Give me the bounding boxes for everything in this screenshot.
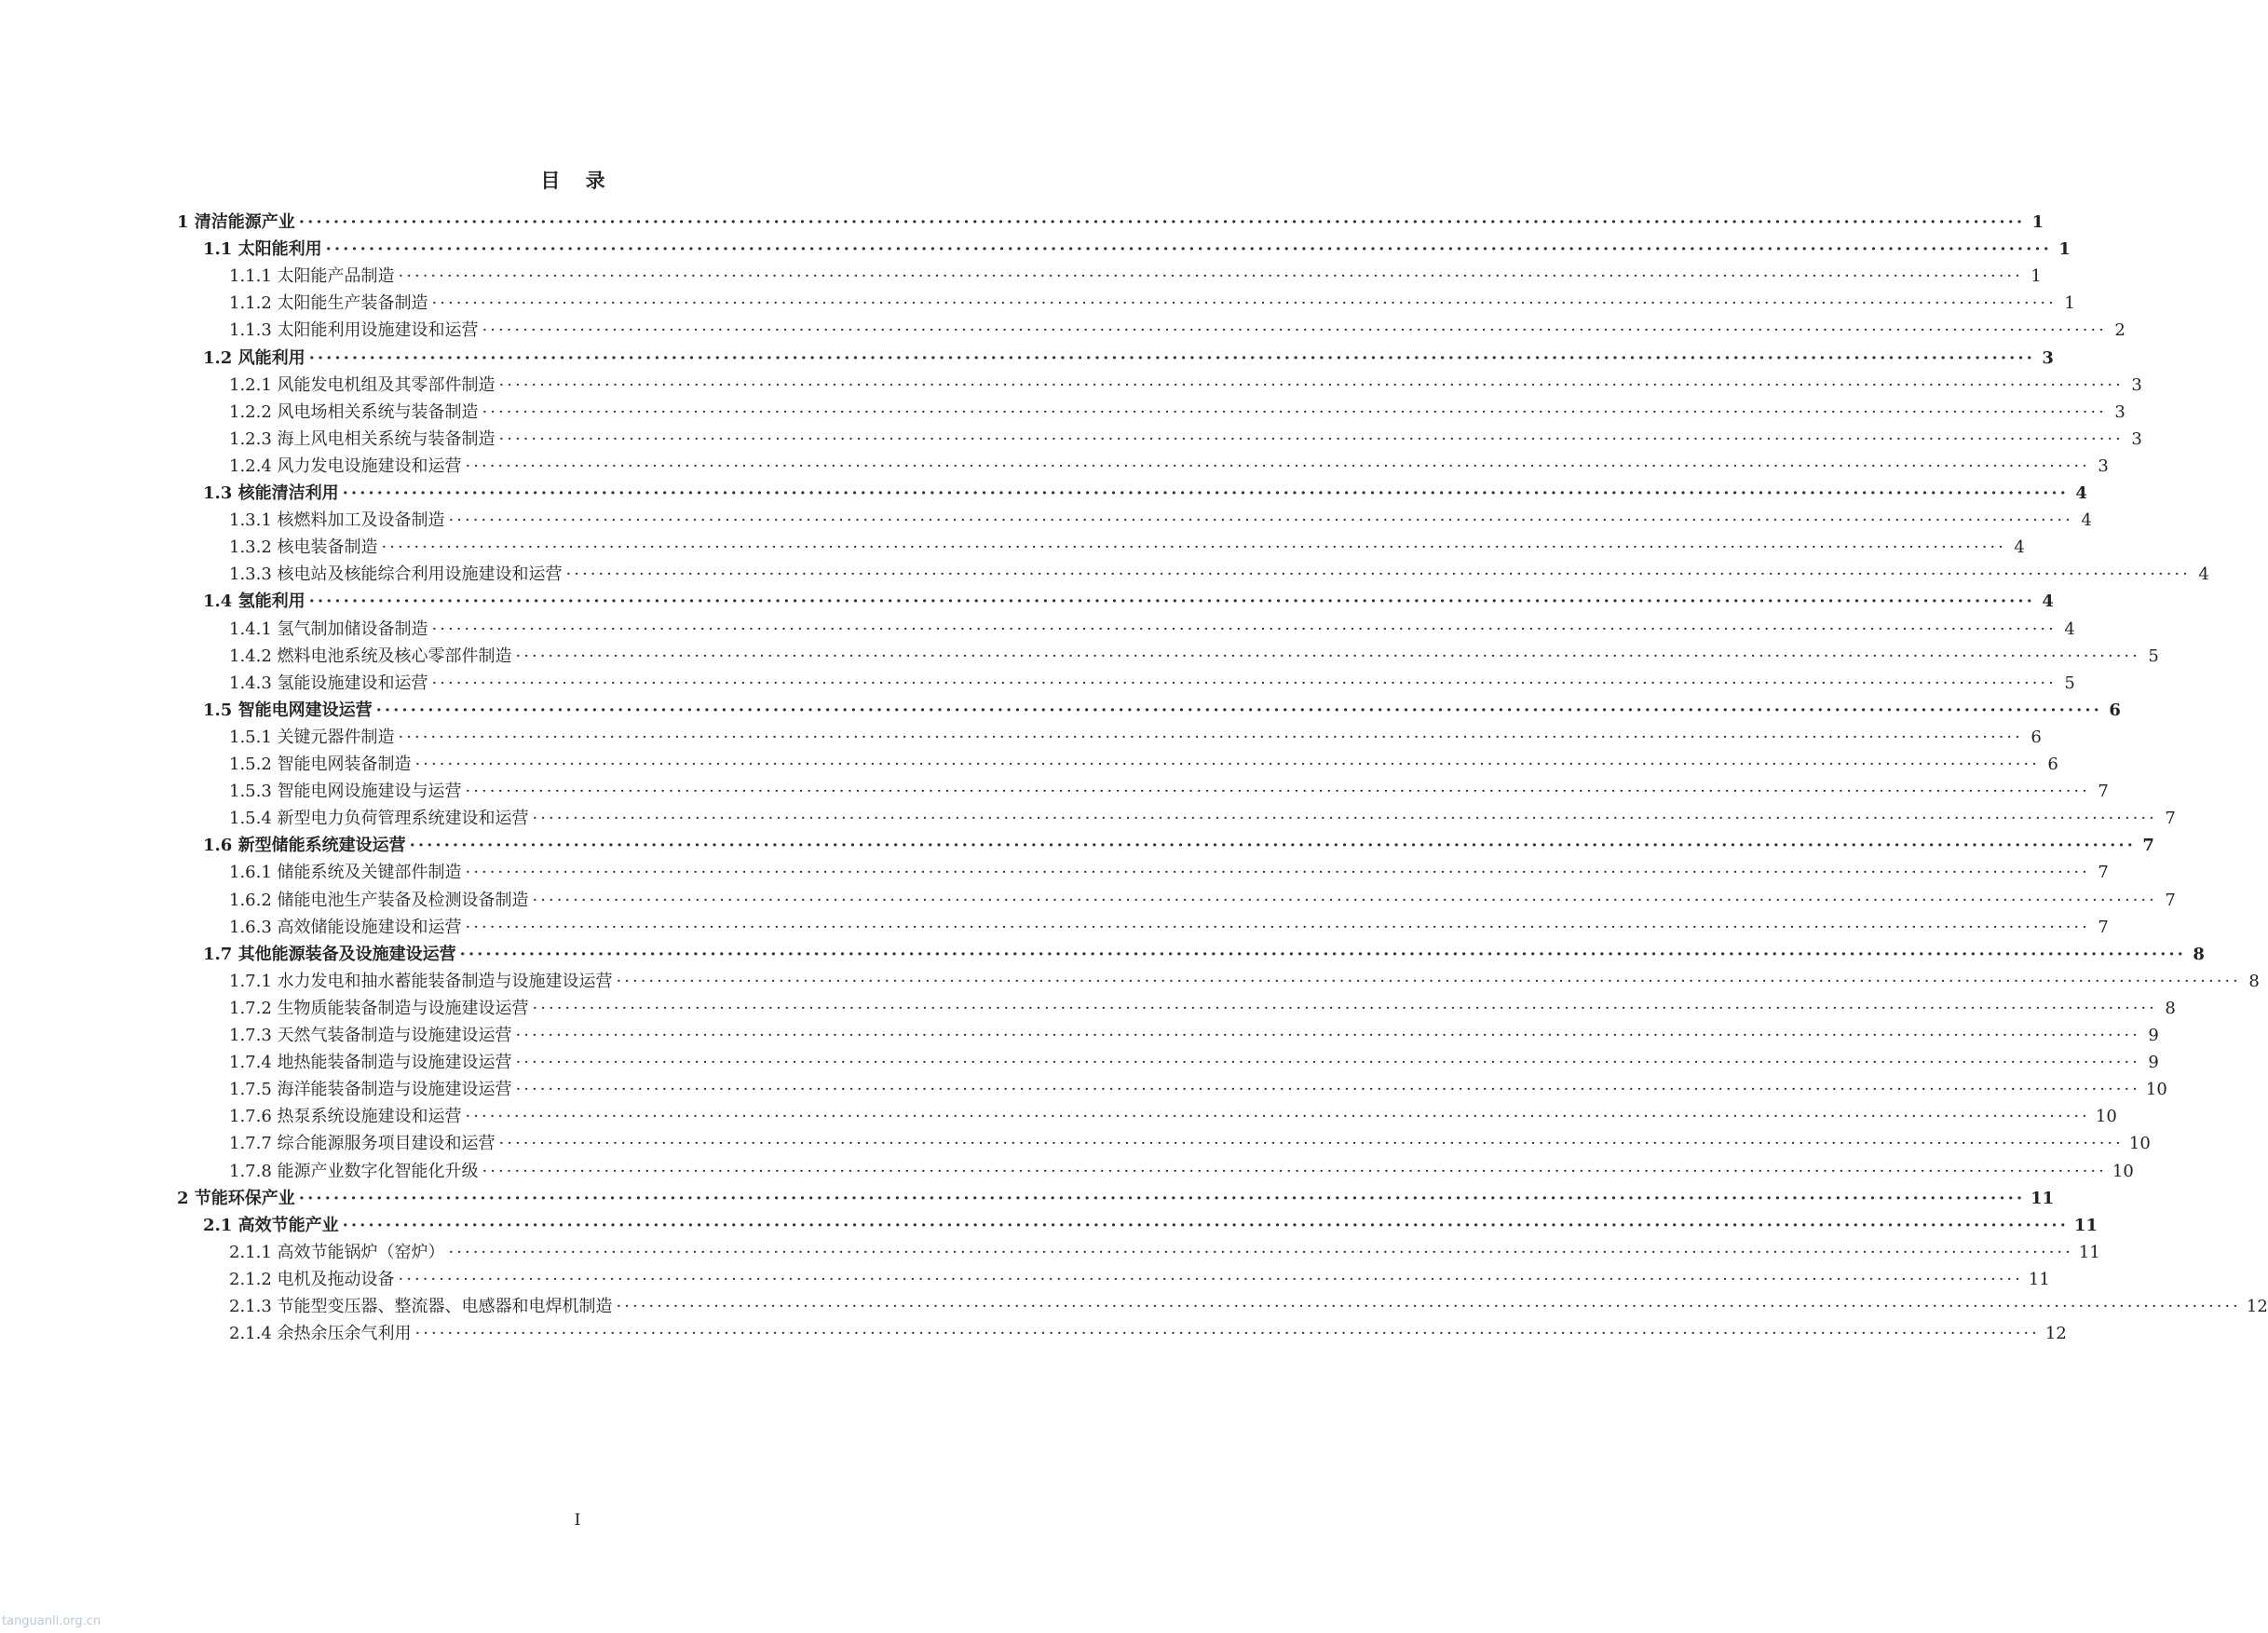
dot-leader: ········································································································································································································ — [465, 863, 2090, 883]
dot-leader: ········································································································································································································ — [308, 347, 2035, 368]
toc-entry-page: 7 — [2098, 863, 2109, 883]
dot-leader: ········································································································································································································ — [482, 1161, 2107, 1181]
toc-entry-page: 7 — [2142, 836, 2154, 856]
dot-leader: ········································································································································································································ — [498, 1134, 2124, 1154]
toc-entry-page: 7 — [2098, 917, 2109, 937]
toc-entry-label: 1.7.3 天然气装备制造与设施建设运营 — [229, 1026, 512, 1045]
dot-leader: ········································································································································································································ — [431, 293, 2057, 314]
toc-entry-page: 6 — [2030, 727, 2042, 747]
toc-entry-page: 3 — [2114, 401, 2125, 422]
dot-leader: ········································································································································································································ — [414, 1324, 2040, 1344]
toc-entry-label: 1.7 其他能源装备及设施建设运营 — [203, 944, 456, 964]
toc-entry-page: 1 — [2064, 293, 2075, 314]
dot-leader: ········································································································································································································ — [398, 266, 2023, 287]
toc-entry[interactable] — [177, 1185, 2055, 1213]
toc-entry[interactable] — [229, 859, 2109, 887]
toc-entry[interactable] — [229, 968, 2260, 996]
toc-entry-page: 11 — [2030, 1188, 2055, 1208]
toc-entry-page: 12 — [2246, 1297, 2268, 1316]
dot-leader: ········································································································································································································ — [465, 917, 2090, 937]
dot-leader: ········································································································································································································ — [298, 212, 2026, 232]
dot-leader: ········································································································································································································ — [532, 998, 2157, 1018]
toc-entry-label: 1.2.1 风能发电机组及其零部件制造 — [229, 374, 496, 395]
toc-entry-page: 4 — [2064, 619, 2075, 639]
toc-entry-label: 1.3.1 核燃料加工及设备制造 — [229, 510, 445, 531]
toc-entry[interactable] — [229, 995, 2176, 1023]
toc-entry[interactable] — [229, 805, 2176, 833]
toc-title: 目 录 — [540, 169, 615, 192]
toc-entry[interactable] — [177, 209, 2044, 237]
dot-leader: ········································································································································································································ — [398, 727, 2023, 747]
toc-entry-page: 6 — [2109, 700, 2121, 720]
toc-entry-label: 2.1.2 电机及拖动设备 — [229, 1269, 395, 1289]
toc-entry-label: 1.7.6 热泵系统设施建设和运营 — [229, 1107, 462, 1127]
toc-entry-label: 1.6 新型储能系统建设运营 — [203, 836, 406, 856]
dot-leader: ········································································································································································································ — [465, 1107, 2090, 1127]
toc-entry-label: 1.5 智能电网建设运营 — [203, 700, 373, 720]
toc-entry-page: 1 — [2030, 266, 2042, 287]
toc-entry-label: 1.3.3 核电站及核能综合利用设施建设和运营 — [229, 565, 563, 585]
dot-leader: ········································································································································································································ — [414, 755, 2040, 774]
toc-entry-label: 1.2.4 风力发电设施建设和运营 — [229, 456, 462, 476]
toc-entry[interactable] — [229, 1103, 2117, 1131]
toc-entry[interactable] — [229, 724, 2042, 752]
toc-entry[interactable] — [229, 1022, 2159, 1050]
dot-leader: ········································································································································································································ — [381, 538, 2006, 558]
toc-entry-page: 5 — [2064, 673, 2075, 693]
dot-leader: ········································································································································································································ — [308, 592, 2035, 612]
toc-entry-page: 6 — [2047, 755, 2058, 774]
toc-entry[interactable] — [229, 1320, 2067, 1348]
toc-entry[interactable] — [229, 670, 2075, 698]
toc-entry-page: 1 — [2031, 212, 2044, 232]
toc-entry[interactable] — [229, 751, 2058, 779]
watermark: tanguanli.org.cn — [2, 1614, 102, 1628]
toc-entry-label: 2.1.4 余热余压余气利用 — [229, 1324, 412, 1344]
toc-entry[interactable] — [229, 1266, 2050, 1294]
dot-leader: ········································································································································································································ — [616, 1297, 2241, 1316]
toc-entry[interactable] — [229, 534, 2025, 562]
toc-entry[interactable] — [203, 1212, 2098, 1240]
dot-leader: ········································································································································································································ — [498, 374, 2124, 395]
dot-leader: ········································································································································································································ — [448, 1242, 2073, 1262]
dot-leader: ········································································································································································································ — [616, 971, 2241, 991]
dot-leader: ········································································································································································································ — [515, 1026, 2140, 1045]
page-number: I — [574, 1511, 581, 1530]
dot-leader: ········································································································································································································ — [482, 401, 2107, 422]
toc-entry[interactable] — [229, 643, 2159, 671]
toc-entry-page: 3 — [2131, 429, 2142, 449]
toc-entry-label: 1.5.4 新型电力负荷管理系统建设和运营 — [229, 809, 529, 829]
toc-entry[interactable] — [229, 317, 2125, 345]
toc-entry[interactable] — [229, 1076, 2167, 1104]
dot-leader: ········································································································································································································ — [342, 1215, 2069, 1235]
toc-entry-page: 4 — [2042, 592, 2054, 612]
dot-leader: ········································································································································································································ — [448, 510, 2073, 531]
toc-entry-label: 1.1 太阳能利用 — [203, 239, 322, 260]
dot-leader: ········································································································································································································ — [532, 809, 2157, 829]
dot-leader: ········································································································································································································ — [465, 782, 2090, 802]
toc-entry-page: 10 — [2145, 1080, 2167, 1100]
dot-leader: ········································································································································································································ — [431, 619, 2057, 639]
toc-entry-page: 7 — [2165, 809, 2176, 829]
toc-entry[interactable] — [203, 832, 2154, 860]
toc-entry[interactable] — [203, 588, 2054, 616]
toc-entry-page: 10 — [2112, 1161, 2134, 1181]
toc-entry-label: 1.4.2 燃料电池系统及核心零部件制造 — [229, 646, 512, 666]
toc-entry-page: 11 — [2078, 1242, 2100, 1262]
toc-entry-page: 12 — [2044, 1324, 2067, 1344]
toc-entry[interactable] — [203, 345, 2054, 373]
toc-entry[interactable] — [203, 697, 2121, 725]
toc-entry[interactable] — [229, 616, 2075, 644]
dot-leader: ········································································································································································································ — [342, 483, 2069, 503]
toc-entry-page: 11 — [2073, 1215, 2098, 1235]
dot-leader: ········································································································································································································ — [465, 456, 2090, 476]
toc-entry-page: 2 — [2114, 320, 2125, 341]
dot-leader: ········································································································································································································ — [325, 239, 2052, 260]
toc-entry[interactable] — [203, 941, 2205, 969]
toc-entry-page: 7 — [2098, 782, 2109, 802]
toc-entry-label: 2 节能环保产业 — [177, 1188, 295, 1208]
toc-entry-label: 1.5.2 智能电网装备制造 — [229, 755, 412, 774]
dot-leader: ········································································································································································································ — [532, 890, 2157, 910]
toc-entry-label: 1.2 风能利用 — [203, 347, 306, 368]
toc-entry-label: 1.2.2 风电场相关系统与装备制造 — [229, 401, 479, 422]
toc-entry-label: 2.1.3 节能型变压器、整流器、电感器和电焊机制造 — [229, 1297, 613, 1316]
toc-entry[interactable] — [229, 1293, 2268, 1321]
dot-leader: ········································································································································································································ — [298, 1188, 2026, 1208]
toc-entry-page: 3 — [2131, 374, 2142, 395]
toc-entry-page: 3 — [2042, 347, 2054, 368]
toc-entry[interactable] — [229, 399, 2125, 427]
toc-entry-page: 5 — [2148, 646, 2159, 666]
dot-leader: ········································································································································································································ — [409, 836, 2136, 856]
toc-entry-page: 1 — [2058, 239, 2071, 260]
dot-leader: ········································································································································································································ — [515, 646, 2140, 666]
toc-entry-label: 1.6.3 高效储能设施建设和运营 — [229, 917, 462, 937]
toc-entry[interactable] — [229, 372, 2142, 400]
dot-leader: ········································································································································································································ — [375, 700, 2102, 720]
toc-entry[interactable] — [229, 1049, 2159, 1077]
toc-entry-label: 2.1 高效节能产业 — [203, 1215, 339, 1235]
toc-entry-label: 1.7.7 综合能源服务项目建设和运营 — [229, 1134, 496, 1154]
toc-entry-page: 11 — [2028, 1269, 2050, 1289]
toc-entry-label: 1.6.2 储能电池生产装备及检测设备制造 — [229, 890, 529, 910]
toc-entry[interactable] — [229, 453, 2109, 481]
toc-entry-label: 1.3 核能清洁利用 — [203, 483, 339, 503]
toc-entry[interactable] — [229, 914, 2109, 942]
toc-entry[interactable] — [229, 561, 2209, 589]
toc-entry[interactable] — [203, 480, 2087, 508]
toc-entry-label: 1.4.1 氢气制加储设备制造 — [229, 619, 428, 639]
toc-entry-page: 8 — [2193, 944, 2205, 964]
dot-leader: ········································································································································································································ — [459, 944, 2186, 964]
toc-entry-label: 1.4 氢能利用 — [203, 592, 306, 612]
toc-entry[interactable] — [229, 1239, 2100, 1267]
toc-entry-label: 1.1.2 太阳能生产装备制造 — [229, 293, 428, 314]
toc-entry-label: 2.1.1 高效节能锅炉（窑炉） — [229, 1242, 445, 1262]
dot-leader: ········································································································································································································ — [498, 429, 2124, 449]
toc-entry-label: 1.5.3 智能电网设施建设与运营 — [229, 782, 462, 802]
dot-leader: ········································································································································································································ — [482, 320, 2107, 341]
toc-entry[interactable] — [229, 778, 2109, 806]
toc-entry-label: 1.7.4 地热能装备制造与设施建设运营 — [229, 1053, 512, 1073]
toc-entry[interactable] — [229, 507, 2092, 535]
toc-entry-label: 1.1.1 太阳能产品制造 — [229, 266, 395, 287]
toc-entry-page: 9 — [2148, 1053, 2159, 1073]
toc-entry[interactable] — [203, 236, 2071, 264]
toc-entry-page: 10 — [2095, 1107, 2117, 1127]
toc-entry-label: 1.3.2 核电装备制造 — [229, 538, 378, 558]
toc-entry[interactable] — [229, 887, 2176, 915]
dot-leader: ········································································································································································································ — [515, 1053, 2140, 1073]
toc-entry-label: 1 清洁能源产业 — [177, 212, 295, 232]
toc-entry-label: 1.7.2 生物质能装备制造与设施建设运营 — [229, 998, 529, 1018]
toc-entry-page: 7 — [2165, 890, 2176, 910]
toc-entry[interactable] — [229, 290, 2075, 318]
toc-entry[interactable] — [229, 426, 2142, 454]
dot-leader: ········································································································································································································ — [565, 565, 2191, 585]
toc-entry-label: 1.2.3 海上风电相关系统与装备制造 — [229, 429, 496, 449]
toc-entry-page: 4 — [2198, 565, 2209, 585]
toc-entry-page: 4 — [2075, 483, 2087, 503]
toc-entry[interactable] — [229, 263, 2042, 291]
dot-leader: ········································································································································································································ — [515, 1080, 2140, 1100]
toc-entry-label: 1.4.3 氢能设施建设和运营 — [229, 673, 428, 693]
toc-entry-label: 1.7.1 水力发电和抽水蓄能装备制造与设施建设运营 — [229, 971, 613, 991]
toc-entry-label: 1.7.5 海洋能装备制造与设施建设运营 — [229, 1080, 512, 1100]
toc-entry-label: 1.6.1 储能系统及关键部件制造 — [229, 863, 462, 883]
toc-entry-page: 4 — [2014, 538, 2025, 558]
toc-entry-page: 3 — [2098, 456, 2109, 476]
toc-entry-page: 9 — [2148, 1026, 2159, 1045]
dot-leader: ········································································································································································································ — [398, 1269, 2023, 1289]
toc-entry-page: 8 — [2165, 998, 2176, 1018]
toc-entry-label: 1.1.3 太阳能利用设施建设和运营 — [229, 320, 479, 341]
toc-entry-label: 1.5.1 关键元器件制造 — [229, 727, 395, 747]
toc-entry-label: 1.7.8 能源产业数字化智能化升级 — [229, 1161, 479, 1181]
toc-entry-page: 10 — [2128, 1134, 2151, 1154]
toc-entry-page: 8 — [2248, 971, 2260, 991]
toc-entry-page: 4 — [2081, 510, 2092, 531]
toc-entry[interactable] — [229, 1130, 2151, 1158]
dot-leader: ········································································································································································································ — [431, 673, 2057, 693]
toc-entry[interactable] — [229, 1158, 2134, 1186]
